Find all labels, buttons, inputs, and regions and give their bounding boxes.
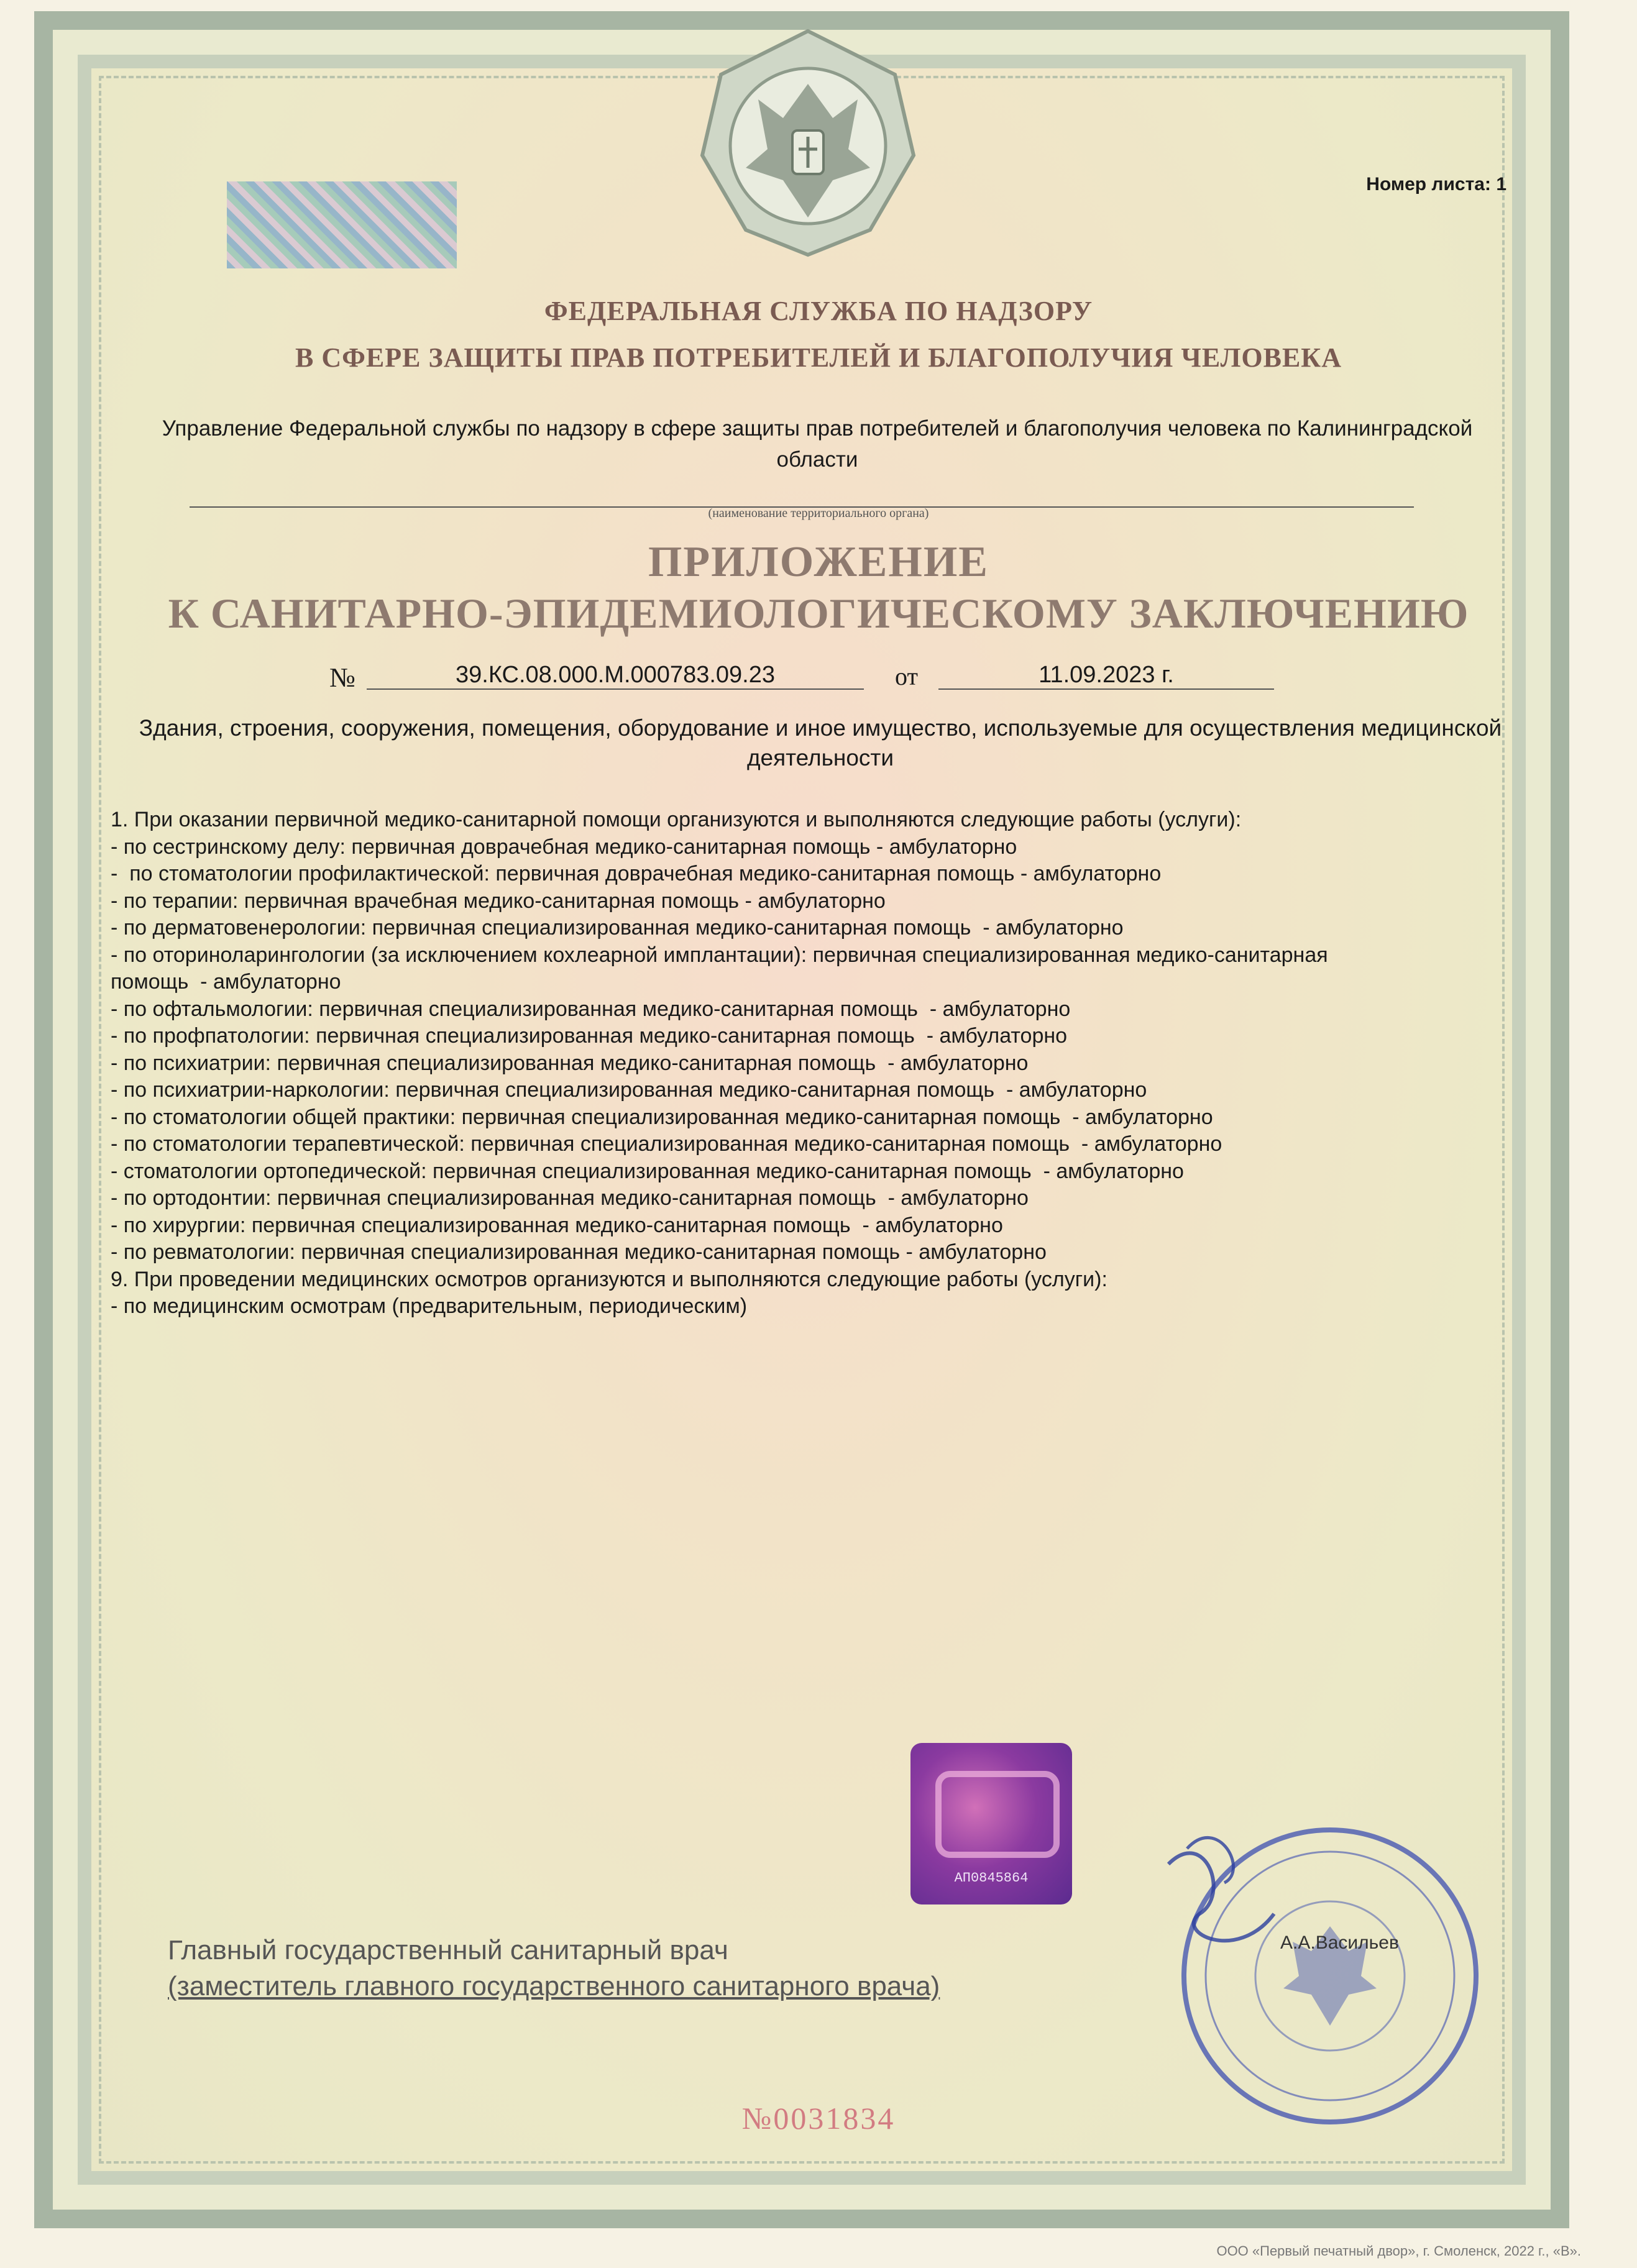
printer-note: ООО «Первый печатный двор», г. Смоленск, 2022 г., «В». (1216, 2243, 1581, 2259)
works-item: - по терапии: первичная врачебная медико-санитарная помощь - амбулаторно (111, 889, 886, 913)
works-item: - по стоматологии общей практики: первичная специализированная медико-санитарная помощь - амбулаторно (111, 1105, 1213, 1129)
hologram-sticker (910, 1743, 1072, 1904)
works-item: - по стоматологии терапевтической: первичная специализированная медико-санитарная помощь - амбулаторно (111, 1132, 1222, 1156)
works-item: - по хирургии: первичная специализированная медико-санитарная помощь - амбулаторно (111, 1213, 1003, 1237)
doctor-position-line1: Главный государственный санитарный врач (168, 1935, 728, 1965)
doctor-position-line2: (заместитель главного государственного санитарного врача) (168, 1971, 940, 2001)
works-item: - по медицинским осмотрам (предварительным, периодическим) (111, 1294, 748, 1318)
works-item: 9. При проведении медицинских осмотров организуются и выполняются следующие работы (услуги): (111, 1267, 1107, 1291)
works-item: - по профпатологии: первичная специализированная медико-санитарная помощь - амбулаторно (111, 1024, 1068, 1048)
territorial-caption: (наименование территориального органа) (708, 506, 929, 520)
emblem-icon (690, 25, 926, 261)
security-hologram-strip (227, 181, 457, 268)
works-item: - по ортодонтии: первичная специализированная медико-санитарная помощь - амбулаторно (111, 1186, 1029, 1210)
from-label: от (895, 662, 918, 690)
works-item: помощь - амбулаторно (111, 970, 341, 994)
works-item: - по психиатрии-наркологии: первичная специализированная медико-санитарная помощь - амбулаторно (111, 1078, 1147, 1102)
works-list (111, 807, 1540, 1320)
territorial-body: Управление Федеральной службы по надзору в сфере защиты прав потребителей и благополучия человека по Калининградской области (162, 416, 1473, 472)
works-item: - по ревматологии: первичная специализированная медико-санитарная помощь - амбулаторно (111, 1240, 1047, 1264)
hologram-logo-icon (935, 1771, 1060, 1858)
doctor-position (168, 1932, 940, 2005)
works-item: - по психиатрии: первичная специализированная медико-санитарная помощь - амбулаторно (111, 1051, 1029, 1075)
conclusion-number: 39.КС.08.000.М.000783.09.23 (367, 662, 864, 690)
serial-number: №0031834 (741, 2101, 896, 2136)
works-item: - по сестринскому делу: первичная доврачебная медико-санитарная помощь - амбулаторно (111, 834, 1017, 859)
agency-name-line1: ФЕДЕРАЛЬНАЯ СЛУЖБА ПО НАДЗОРУ (544, 296, 1093, 326)
works-item: - по офтальмологии: первичная специализированная медико-санитарная помощь - амбулаторно (111, 997, 1071, 1021)
official-seal-icon (1131, 1790, 1504, 2138)
subject-description: Здания, строения, сооружения, помещения, оборудование и иное имущество, используемые для осуществления медицинской деятельности (139, 715, 1502, 770)
works-item: - по дерматовенерологии: первичная специализированная медико-санитарная помощь - амбулаторно (111, 916, 1124, 940)
works-item: - стоматологии ортопедической: первичная специализированная медико-санитарная помощь - амбулаторно (111, 1159, 1184, 1183)
number-sign: № (329, 662, 355, 693)
document-title: ПРИЛОЖЕНИЕ (648, 538, 989, 586)
agency-name-line2: В СФЕРЕ ЗАЩИТЫ ПРАВ ПОТРЕБИТЕЛЕЙ И БЛАГОПОЛУЧИЯ ЧЕЛОВЕКА (295, 342, 1342, 373)
hologram-code: АП0845864 (954, 1870, 1029, 1886)
document-subtitle: К САНИТАРНО-ЭПИДЕМИОЛОГИЧЕСКОМУ ЗАКЛЮЧЕНИЮ (168, 590, 1469, 637)
works-item: - по стоматологии профилактической: первичная доврачебная медико-санитарная помощь - амбулаторно (111, 862, 1162, 885)
conclusion-date: 11.09.2023 г. (938, 662, 1274, 690)
works-item: - по оториноларингологии (за исключением кохлеарной имплантации): первичная специализированная медико-санитарная (111, 943, 1328, 967)
signer-name: А.А.Васильев (1280, 1932, 1399, 1953)
sheet-number: Номер листа: 1 (1366, 174, 1506, 194)
works-item: 1. При оказании первичной медико-санитарной помощи организуются и выполняются следующие работы (услуги): (111, 808, 1242, 831)
